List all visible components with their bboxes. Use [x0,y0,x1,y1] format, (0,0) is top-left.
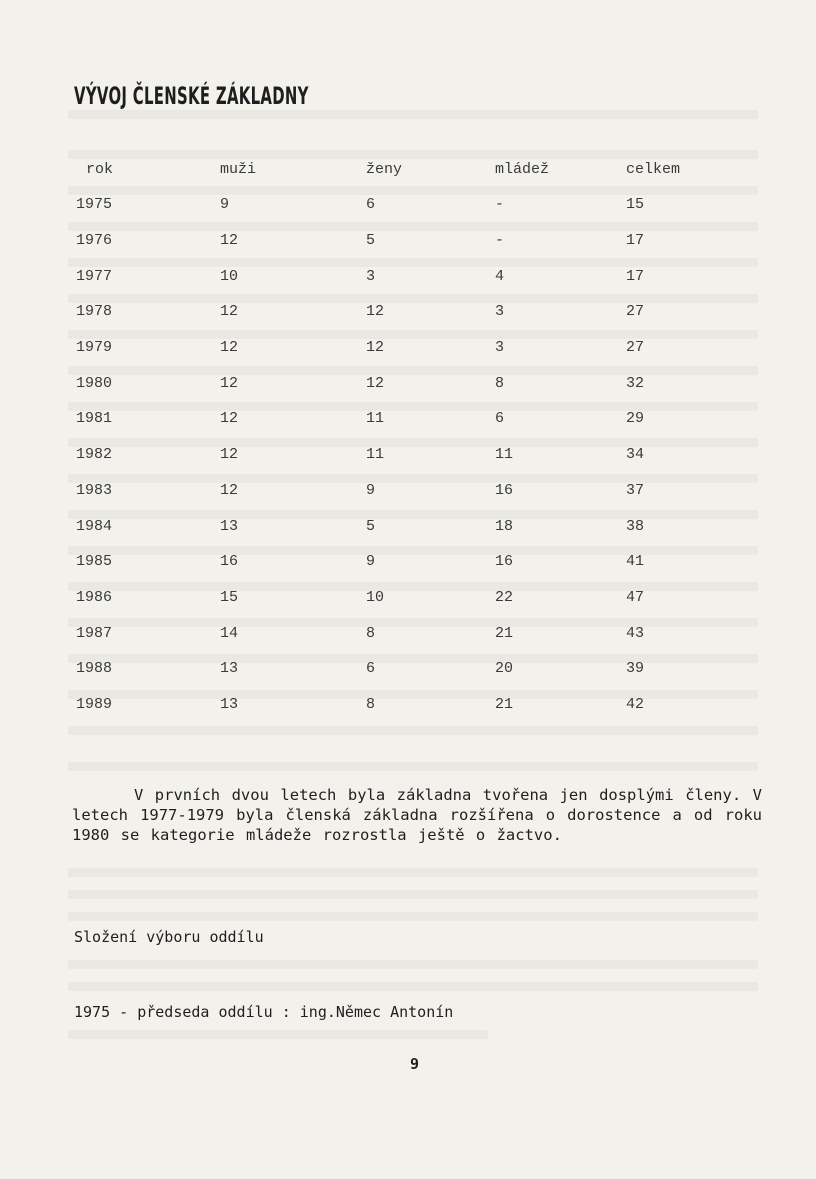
cell-men: 16 [220,553,239,571]
cell-youth: - [495,196,505,214]
table-row [70,473,706,509]
cell-youth: 4 [495,267,505,285]
committee-chair-line: 1975 - předseda oddílu : ing.Němec Antonín [74,1003,454,1021]
cell-men: 13 [220,695,239,713]
cell-total: 27 [626,303,645,321]
column-header-year: rok [86,161,114,178]
cell-total: 34 [626,446,645,464]
cell-youth: 8 [495,374,505,392]
cell-total: 17 [626,232,645,250]
cell-year: 1978 [76,303,113,321]
table-row [70,258,706,294]
cell-youth: 16 [495,553,514,571]
cell-total: 29 [626,410,645,428]
cell-men: 12 [220,374,239,392]
column-header-youth: mládež [495,161,550,178]
cell-women: 12 [366,374,385,392]
column-header-total: celkem [626,161,681,178]
table-row [70,687,706,723]
cell-youth: 16 [495,481,514,499]
cell-year: 1976 [76,232,113,250]
cell-women: 6 [366,660,376,678]
cell-men: 13 [220,660,239,678]
cell-year: 1989 [76,695,113,713]
cell-women: 9 [366,553,376,571]
cell-women: 8 [366,695,376,713]
cell-women: 6 [366,196,376,214]
cell-year: 1984 [76,517,113,535]
table-row [70,437,706,473]
cell-women: 5 [366,517,376,535]
committee-subheading: Složení výboru oddílu [74,928,264,946]
table-header-row [70,161,706,187]
cell-total: 39 [626,660,645,678]
cell-year: 1983 [76,481,113,499]
table-body [70,187,706,722]
cell-women: 12 [366,339,385,357]
cell-total: 43 [626,624,645,642]
cell-men: 9 [220,196,230,214]
cell-women: 5 [366,232,376,250]
column-header-men: muži [220,161,257,178]
cell-youth: 21 [495,695,514,713]
cell-total: 47 [626,588,645,606]
table-row [70,651,706,687]
cell-women: 9 [366,481,376,499]
table-row [70,508,706,544]
cell-men: 12 [220,303,239,321]
table-row [70,580,706,616]
cell-men: 13 [220,517,239,535]
cell-women: 11 [366,410,385,428]
cell-men: 15 [220,588,239,606]
cell-men: 12 [220,481,239,499]
cell-youth: 11 [495,446,514,464]
table-row [70,615,706,651]
table-row [70,223,706,259]
cell-youth: - [495,232,505,250]
table-row [70,544,706,580]
cell-year: 1985 [76,553,113,571]
cell-year: 1986 [76,588,113,606]
cell-year: 1975 [76,196,113,214]
table-row [70,365,706,401]
cell-women: 8 [366,624,376,642]
page-heading: VÝVOJ ČLENSKÉ ZÁKLADNY [74,82,309,110]
cell-men: 12 [220,446,239,464]
page-number: 9 [410,1055,420,1073]
cell-women: 10 [366,588,385,606]
cell-total: 27 [626,339,645,357]
cell-women: 12 [366,303,385,321]
cell-women: 3 [366,267,376,285]
cell-youth: 22 [495,588,514,606]
cell-men: 14 [220,624,239,642]
cell-women: 11 [366,446,385,464]
cell-men: 12 [220,410,239,428]
cell-total: 17 [626,267,645,285]
cell-total: 15 [626,196,645,214]
cell-youth: 18 [495,517,514,535]
table-row [70,187,706,223]
cell-youth: 20 [495,660,514,678]
membership-table [70,161,706,722]
cell-year: 1982 [76,446,113,464]
cell-year: 1988 [76,660,113,678]
membership-paragraph: V prvních dvou letech byla základna tvořena jen dosplými členy. V letech 1977-1979 byla členská základna rozšířena o dorostence a od roku 1980 se kategorie mládeže rozrostla ještě o žactvo. [72,786,762,844]
cell-year: 1980 [76,374,113,392]
cell-men: 10 [220,267,239,285]
cell-men: 12 [220,232,239,250]
cell-youth: 3 [495,303,505,321]
cell-total: 37 [626,481,645,499]
cell-youth: 6 [495,410,505,428]
cell-total: 42 [626,695,645,713]
cell-total: 38 [626,517,645,535]
cell-youth: 3 [495,339,505,357]
cell-total: 41 [626,553,645,571]
table-row [70,401,706,437]
cell-year: 1987 [76,624,113,642]
cell-year: 1977 [76,267,113,285]
column-header-women: ženy [366,161,403,178]
cell-men: 12 [220,339,239,357]
cell-youth: 21 [495,624,514,642]
table-row [70,294,706,330]
cell-year: 1979 [76,339,113,357]
table-row [70,330,706,366]
cell-total: 32 [626,374,645,392]
cell-year: 1981 [76,410,113,428]
